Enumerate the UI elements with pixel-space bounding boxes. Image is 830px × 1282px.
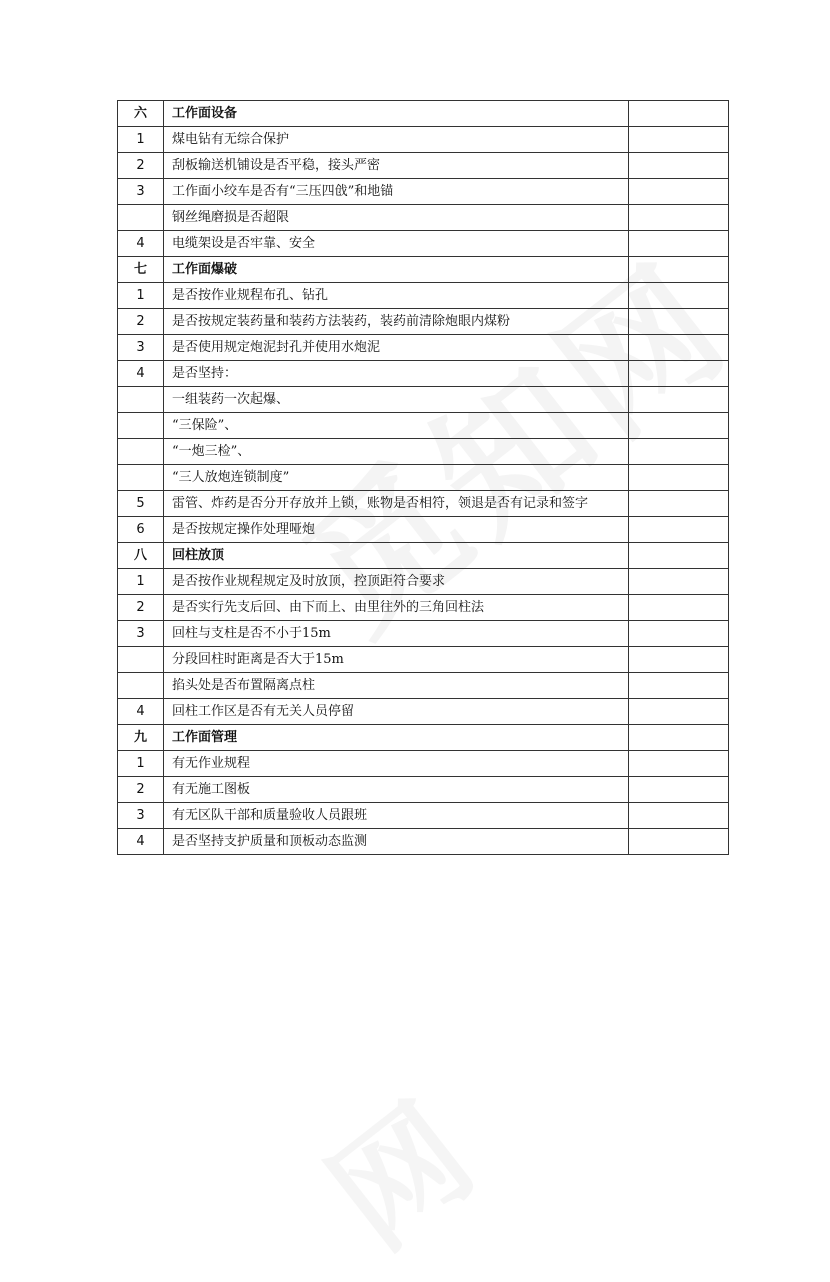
item-description: 是否坚持： [164,361,629,387]
result-cell [629,725,729,751]
item-number: 2 [118,595,164,621]
result-cell [629,699,729,725]
table-row [118,829,729,855]
section-header-row [118,101,729,127]
result-cell [629,465,729,491]
section-title: 工作面设备 [164,101,629,127]
result-cell [629,517,729,543]
result-cell [629,257,729,283]
table-row [118,673,729,699]
table-row [118,647,729,673]
item-description: 掐头处是否布置隔离点柱 [164,673,629,699]
result-cell [629,439,729,465]
result-cell [629,543,729,569]
result-cell [629,803,729,829]
item-number [118,673,164,699]
item-number: 3 [118,179,164,205]
section-title: 工作面管理 [164,725,629,751]
table-row [118,465,729,491]
item-description: 钢丝绳磨损是否超限 [164,205,629,231]
item-number: 4 [118,829,164,855]
table-row [118,153,729,179]
table-row [118,231,729,257]
result-cell [629,491,729,517]
item-number: 九 [118,725,164,751]
item-number: 4 [118,361,164,387]
section-header-row [118,725,729,751]
section-title: 工作面爆破 [164,257,629,283]
item-description: 是否使用规定炮泥封孔并使用水炮泥 [164,335,629,361]
item-number: 4 [118,699,164,725]
result-cell [629,413,729,439]
section-header-row [118,543,729,569]
watermark-bottom [286,1055,504,1282]
result-cell [629,153,729,179]
section-header-row [118,257,729,283]
item-number [118,413,164,439]
item-number [118,465,164,491]
item-number [118,647,164,673]
item-number: 5 [118,491,164,517]
item-number: 3 [118,335,164,361]
item-description: 一组装药一次起爆、 [164,387,629,413]
item-number: 七 [118,257,164,283]
item-description: 工作面小绞车是否有“三压四戗”和地锚 [164,179,629,205]
item-description: 刮板输送机铺设是否平稳，接头严密 [164,153,629,179]
item-description: 是否坚持支护质量和顶板动态监测 [164,829,629,855]
table-row [118,595,729,621]
result-cell [629,647,729,673]
result-cell [629,621,729,647]
table-row [118,387,729,413]
result-cell [629,101,729,127]
item-description: 有无作业规程 [164,751,629,777]
item-number: 1 [118,127,164,153]
result-cell [629,335,729,361]
table-row [118,179,729,205]
item-number: 3 [118,621,164,647]
table-row [118,413,729,439]
result-cell [629,309,729,335]
inspection-table [117,100,729,855]
item-description: 煤电钻有无综合保护 [164,127,629,153]
item-number: 2 [118,309,164,335]
item-description: 回柱工作区是否有无关人员停留 [164,699,629,725]
result-cell [629,387,729,413]
inspection-table-body [118,101,729,855]
result-cell [629,205,729,231]
result-cell [629,777,729,803]
item-number: 六 [118,101,164,127]
result-cell [629,361,729,387]
item-number: 3 [118,803,164,829]
item-number: 2 [118,777,164,803]
item-number [118,439,164,465]
item-description: 电缆架设是否牢靠、安全 [164,231,629,257]
table-row [118,751,729,777]
item-description: 雷管、炸药是否分开存放并上锁，账物是否相符，领退是否有记录和签字 [164,491,629,517]
result-cell [629,829,729,855]
table-row [118,127,729,153]
table-row [118,283,729,309]
item-number: 1 [118,283,164,309]
table-row [118,517,729,543]
table-row [118,803,729,829]
section-title: 回柱放顶 [164,543,629,569]
table-row [118,699,729,725]
item-description: 有无施工图板 [164,777,629,803]
item-number: 2 [118,153,164,179]
table-row [118,491,729,517]
table-row [118,335,729,361]
item-number: 6 [118,517,164,543]
result-cell [629,595,729,621]
item-description: 是否按规定装药量和装药方法装药，装药前清除炮眼内煤粉 [164,309,629,335]
item-description: 分段回柱时距离是否大于15m [164,647,629,673]
item-description: “三保险”、 [164,413,629,439]
result-cell [629,179,729,205]
table-row [118,621,729,647]
result-cell [629,751,729,777]
result-cell [629,127,729,153]
result-cell [629,231,729,257]
item-number [118,205,164,231]
result-cell [629,569,729,595]
table-row [118,569,729,595]
item-number: 1 [118,569,164,595]
item-description: 是否按规定操作处理哑炮 [164,517,629,543]
item-description: 回柱与支柱是否不小于15m [164,621,629,647]
item-description: 有无区队干部和质量验收人员跟班 [164,803,629,829]
result-cell [629,673,729,699]
table-row [118,361,729,387]
table-row [118,777,729,803]
item-description: 是否实行先支后回、由下而上、由里往外的三角回柱法 [164,595,629,621]
item-description: “一炮三检”、 [164,439,629,465]
item-description: “三人放炮连锁制度” [164,465,629,491]
item-description: 是否按作业规程布孔、钻孔 [164,283,629,309]
item-number: 1 [118,751,164,777]
table-row [118,205,729,231]
table-row [118,439,729,465]
table-row [118,309,729,335]
item-number [118,387,164,413]
item-description: 是否按作业规程规定及时放顶，控顶距符合要求 [164,569,629,595]
item-number: 八 [118,543,164,569]
result-cell [629,283,729,309]
item-number: 4 [118,231,164,257]
